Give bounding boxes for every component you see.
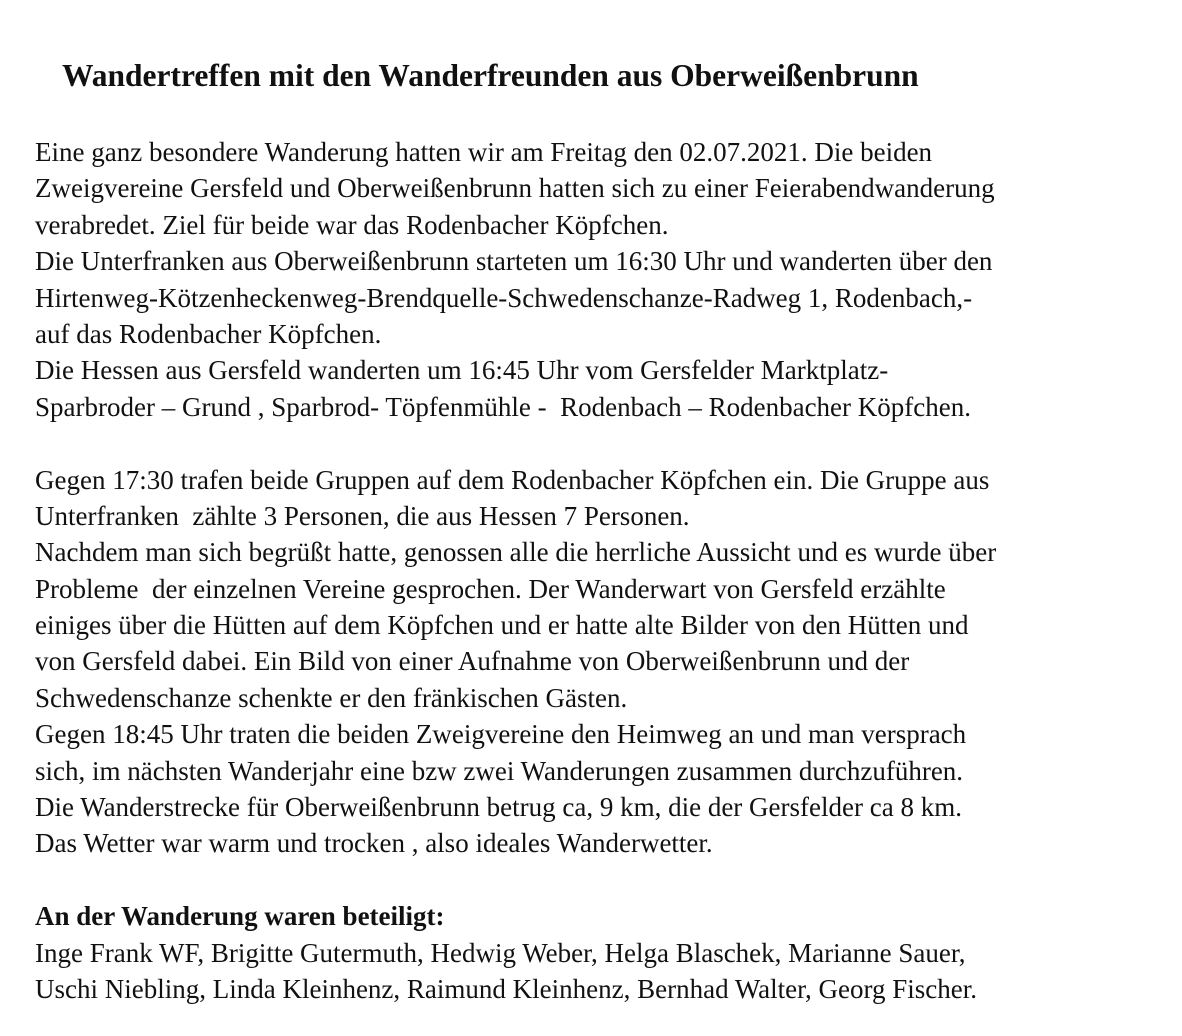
text-line: Die Hessen aus Gersfeld wanderten um 16:45 Uhr vom Gersfelder Marktplatz- — [35, 355, 889, 386]
document-body — [35, 134, 1175, 1007]
paragraph-spacer — [35, 425, 1175, 461]
document-title: Wandertreffen mit den Wanderfreunden aus Oberweißenbrunn — [62, 58, 919, 93]
text-line: Die Wanderstrecke für Oberweißenbrunn betrug ca, 9 km, die der Gersfelder ca 8 km. — [35, 792, 962, 823]
text-line: verabredet. Ziel für beide war das Rodenbacher Köpfchen. — [35, 209, 669, 240]
text-line: auf das Rodenbacher Köpfchen. — [35, 318, 382, 349]
text-line: von Gersfeld dabei. Ein Bild von einer Aufnahme von Oberweißenbrunn und der — [35, 646, 910, 677]
participants-heading: An der Wanderung waren beteiligt: — [35, 901, 445, 932]
text-line: Die Unterfranken aus Oberweißenbrunn starteten um 16:30 Uhr und wanderten über den — [35, 246, 993, 277]
text-line: sich, im nächsten Wanderjahr eine bzw zwei Wanderungen zusammen durchzuführen. — [35, 755, 964, 786]
text-line: einiges über die Hütten auf dem Köpfchen und er hatte alte Bilder von den Hütten und — [35, 610, 969, 641]
text-line: Gegen 18:45 Uhr traten die beiden Zweigvereine den Heimweg an und man versprach — [35, 719, 967, 750]
text-line: Sparbroder – Grund , Sparbrod- Töpfenmühle - Rodenbach – Rodenbacher Köpfchen. — [35, 391, 971, 422]
text-line: Das Wetter war warm und trocken , also ideales Wanderwetter. — [35, 828, 713, 859]
text-line: Unterfranken zählte 3 Personen, die aus Hessen 7 Personen. — [35, 500, 690, 531]
paragraph-spacer — [35, 862, 1175, 898]
text-line: Probleme der einzelnen Vereine gesprochen. Der Wanderwart von Gersfeld erzählte — [35, 573, 946, 604]
participants-line: Uschi Niebling, Linda Kleinhenz, Raimund Kleinhenz, Bernhad Walter, Georg Fischer. — [35, 973, 978, 1004]
text-line: Gegen 17:30 trafen beide Gruppen auf dem Rodenbacher Köpfchen ein. Die Gruppe aus — [35, 464, 990, 495]
text-line: Eine ganz besondere Wanderung hatten wir am Freitag den 02.07.2021. Die beiden — [35, 137, 933, 167]
text-line: Schwedenschanze schenkte er den fränkischen Gästen. — [35, 682, 628, 713]
participants-section — [35, 898, 1175, 1007]
text-line: Hirtenweg-Kötzenheckenweg-Brendquelle-Schwedenschanze-Radweg 1, Rodenbach,- — [35, 282, 973, 313]
text-line: Nachdem man sich begrüßt hatte, genossen alle die herrliche Aussicht und es wurde über — [35, 537, 997, 568]
text-line: Zweigvereine Gersfeld und Oberweißenbrunn hatten sich zu einer Feierabendwanderung — [35, 173, 995, 204]
paragraph-route-description — [35, 134, 1175, 425]
participants-line: Inge Frank WF, Brigitte Gutermuth, Hedwig Weber, Helga Blaschek, Marianne Sauer, — [35, 937, 966, 968]
paragraph-meeting-report — [35, 462, 1175, 862]
